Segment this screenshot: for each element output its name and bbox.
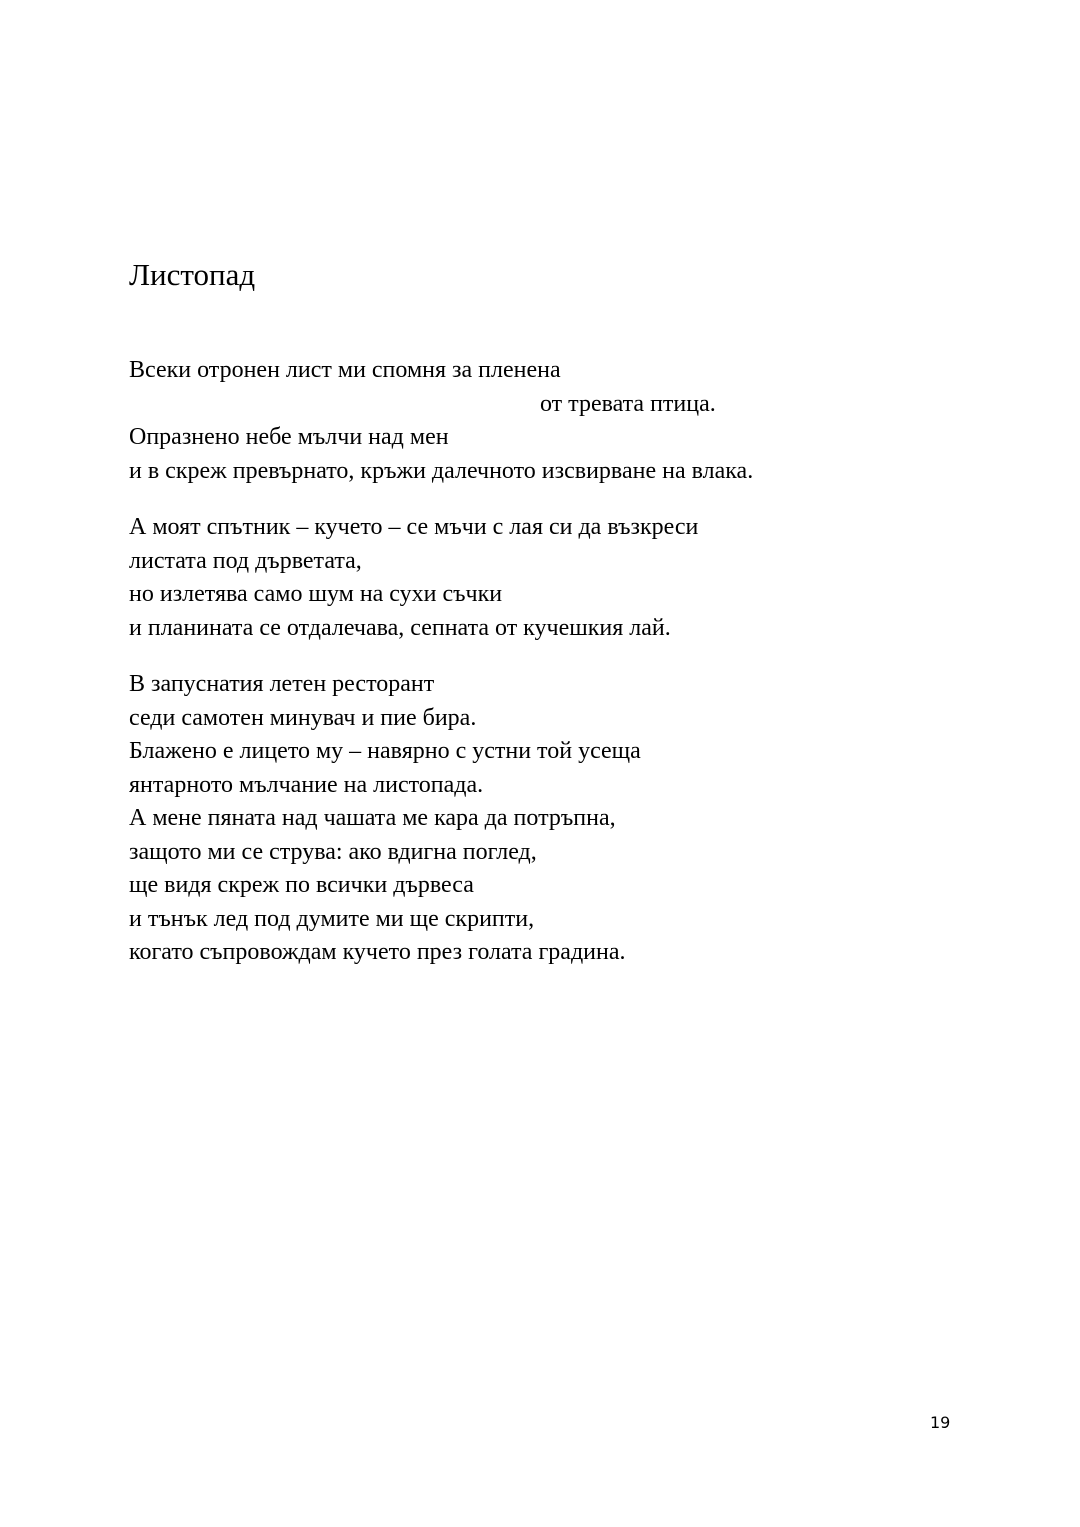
poem-line: А мене пяната над чашата ме кара да потръпна, [129, 805, 616, 831]
poem-line: и тънък лед под думите ми ще скрипти, [129, 905, 535, 932]
poem-line: янтарното мълчание на листопада. [129, 771, 484, 798]
poem-line: когато съпровождам кучето през голата градина. [129, 939, 626, 965]
poem-line: Блажено е лицето му – навярно с устни той усеща [129, 738, 641, 764]
poem-body [129, 354, 1029, 993]
poem-line: защото ми се струва: ако вдигна поглед, [129, 838, 537, 865]
stanza-1 [129, 354, 1029, 488]
poem-line: но излетява само шум на сухи съчки [129, 581, 503, 607]
page-number: 19 [930, 1413, 951, 1432]
poem-line: ще видя скреж по всички дървеса [129, 872, 474, 898]
poem-line: В запуснатия летен ресторант [129, 671, 435, 697]
poem-line: А моят спътник – кучето – се мъчи с лая си да възкреси [129, 514, 699, 540]
poem-line: и планината се отдалечава, сепната от кучешкия лай. [129, 614, 671, 641]
poem-line: Опразнено небе мълчи над мен [129, 424, 449, 450]
poem-line: и в скреж превърнато, кръжи далечното изсвирване на влака. [129, 457, 754, 484]
stanza-2 [129, 511, 1029, 645]
poem-line: листата под дърветата, [129, 547, 362, 574]
poem-line-indented: от тревата птица. [540, 390, 716, 417]
poem-title: Листопад [129, 257, 256, 292]
poem-line: седи самотен минувач и пие бира. [129, 704, 477, 731]
stanza-3 [129, 668, 1029, 970]
poem-line: Всеки отронен лист ми спомня за пленена [129, 357, 561, 383]
